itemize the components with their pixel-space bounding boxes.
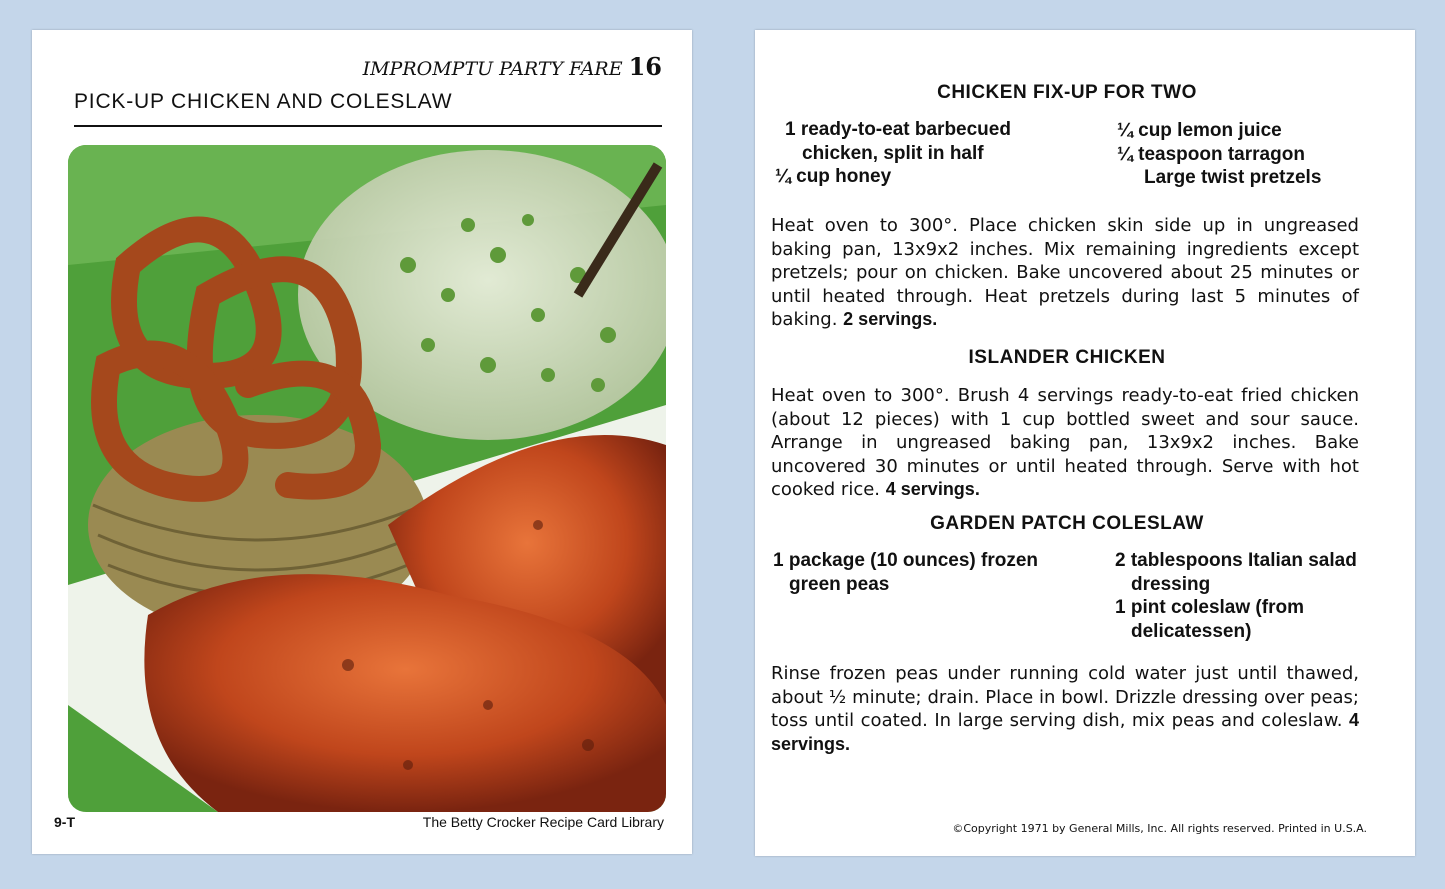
- ingredient-item: delicatessen): [1131, 620, 1252, 642]
- recipe-yield: 2 servings.: [843, 309, 938, 329]
- ingredient-item: ¼ cup lemon juice: [1117, 120, 1282, 141]
- card-title: PICK-UP CHICKEN AND COLESLAW: [74, 90, 453, 113]
- ingredient-item: 1 ready-to-eat barbecued: [785, 119, 1011, 140]
- front-card: [32, 30, 692, 854]
- ingredient-item: chicken, split in half: [802, 142, 984, 164]
- recipe-yield: 4 servings.: [771, 710, 1359, 754]
- ingredient-item: 1 pint coleslaw (from: [1115, 597, 1304, 618]
- back-card: [755, 30, 1415, 856]
- ingredient-list: [773, 549, 1038, 596]
- recipe-directions: [771, 662, 1359, 756]
- recipe-yield: 4 servings.: [885, 479, 980, 499]
- recipe-directions: [771, 214, 1359, 332]
- series-heading: [363, 52, 662, 81]
- series-label: IMPROMPTU PARTY FARE: [362, 58, 623, 80]
- ingredient-list: [1115, 549, 1357, 643]
- directions-text: Heat oven to 300°. Place chicken skin side up in ungreased baking pan, 13x9x2 inches. Mix remaining ingredients except pretzels; pour on chicken. Bake uncovered about 25 minutes or until heated through. Heat pretzels during last 5 minutes of baking.: [771, 215, 1359, 330]
- recipe-directions: [771, 384, 1359, 502]
- ingredient-item: ¼ teaspoon tarragon: [1117, 143, 1305, 165]
- ingredient-item: 2 tablespoons Italian salad: [1115, 550, 1357, 571]
- title-rule: [74, 125, 662, 127]
- directions-text: Heat oven to 300°. Brush 4 servings ready-to-eat fried chicken (about 12 pieces) with 1 cup bottled sweet and sour sauce. Arrange in ungreased baking pan, 13x9x2 inches. Bake uncovered 30 minutes or until heated through. Serve with hot cooked rice.: [771, 385, 1359, 500]
- ingredient-item: green peas: [789, 573, 890, 595]
- recipe-title: GARDEN PATCH COLESLAW: [930, 513, 1204, 534]
- directions-text: Rinse frozen peas under running cold water just until thawed, about ½ minute; drain. Place in bowl. Drizzle dressing over peas; toss until coated. In large serving dish, mix peas and coleslaw.: [771, 663, 1359, 731]
- recipe-title: ISLANDER CHICKEN: [968, 347, 1166, 368]
- recipe-title: CHICKEN FIX-UP FOR TWO: [937, 82, 1197, 103]
- food-photo: [68, 145, 666, 812]
- card-code: 9-T: [54, 814, 75, 830]
- ingredient-item: dressing: [1131, 573, 1211, 595]
- copyright-notice: ©Copyright 1971 by General Mills, Inc. All rights reserved. Printed in U.S.A.: [952, 822, 1367, 835]
- card-number: 16: [628, 52, 662, 81]
- ingredient-item: ¼ cup honey: [775, 166, 892, 187]
- library-credit: The Betty Crocker Recipe Card Library: [422, 814, 664, 830]
- ingredient-list: [775, 118, 1011, 189]
- ingredient-item: 1 package (10 ounces) frozen: [773, 550, 1039, 571]
- ingredient-list: [1117, 119, 1321, 190]
- ingredient-item: Large twist pretzels: [1144, 167, 1322, 188]
